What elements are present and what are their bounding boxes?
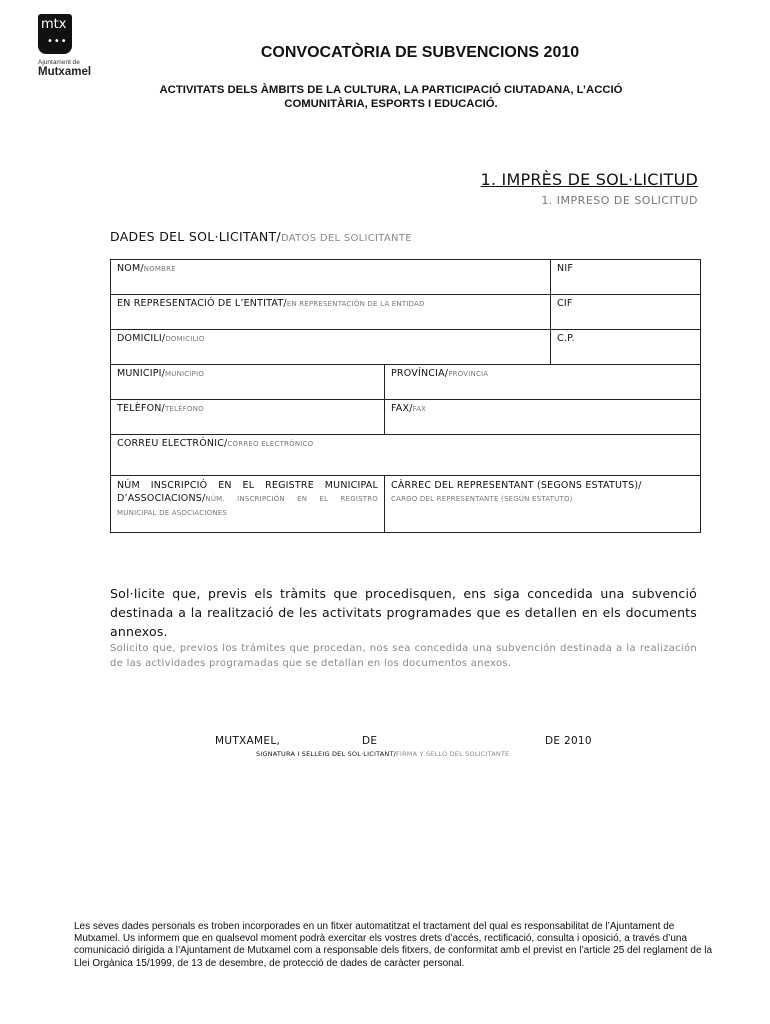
logo-name: Mutxamel <box>38 66 92 78</box>
field-correu[interactable] <box>111 435 701 476</box>
logo-small-text: Ajuntament de <box>38 59 80 66</box>
applicant-form-table <box>110 259 701 533</box>
applicant-heading-ca: DADES DEL SOL·LICITANT/ <box>110 229 281 244</box>
field-municipi-label-es: MUNICIPIO <box>165 370 205 378</box>
field-municipi[interactable] <box>111 365 385 400</box>
field-correu-label: CORREU ELECTRÒNIC/ <box>117 438 228 449</box>
field-municipi-label: MUNICIPI/ <box>117 368 166 379</box>
field-nom-label: NOM/ <box>117 263 144 274</box>
section-title: 1. IMPRÈS DE SOL·LICITUD <box>480 170 698 189</box>
field-cif-label: CIF <box>557 298 573 309</box>
document-title: CONVOCATÒRIA DE SUBVENCIONS 2010 <box>260 44 580 61</box>
field-representacio-label: EN REPRESENTACIÓ DE L’ENTITAT/ <box>117 298 287 309</box>
signature-de: DE <box>362 735 378 747</box>
field-nom[interactable] <box>111 260 551 295</box>
applicant-heading <box>110 229 412 244</box>
request-text-ca: Sol·licite que, previs els tràmits que procedisquen, ens siga concedida una subvenció destinada a la realització de les activitats programades que es detallen en els documents annexos. <box>110 586 697 639</box>
field-cp-label: C.P. <box>557 333 575 344</box>
signature-caption-es: FIRMA Y SELLO DEL SOLICITANTE <box>396 750 510 758</box>
field-provincia-label: PROVÍNCIA/ <box>391 368 449 379</box>
document-subtitle <box>106 84 676 111</box>
subtitle-line-1: ACTIVITATS DELS ÀMBITS DE LA CULTURA, LA PARTICIPACIÓ CIUTADANA, L’ACCIÓ <box>159 84 623 96</box>
logo-dots: ••• <box>47 36 68 47</box>
field-inscripcio-label-es: NÚM. INSCRIPCIÓN EN EL REGISTRO MUNICIPAL DE ASOCIACIONES <box>117 495 378 517</box>
logo-badge-text: mtx <box>41 17 67 32</box>
field-domicili[interactable] <box>111 330 551 365</box>
section-title-es: 1. IMPRESO DE SOLICITUD <box>541 194 698 207</box>
field-nom-label-es: NOMBRE <box>143 265 176 273</box>
field-inscripcio-label: NÚM INSCRIPCIÓ EN EL REGISTRE MUNICIPAL D’ASSOCIACIONS/ <box>117 480 378 504</box>
field-provincia-label-es: PROVINCIA <box>448 370 489 378</box>
field-fax[interactable] <box>385 400 701 435</box>
field-carrec-label: CÀRREC DEL REPRESENTANT (SEGONS ESTATUTS)/ <box>391 480 642 491</box>
signature-place: MUTXAMEL, <box>215 735 281 747</box>
field-cif[interactable] <box>551 295 701 330</box>
signature-caption <box>256 750 509 758</box>
field-domicili-label: DOMICILI/ <box>117 333 166 344</box>
field-fax-label: FAX/ <box>391 403 413 414</box>
field-inscripcio[interactable] <box>111 476 385 533</box>
field-domicili-label-es: DOMICILIO <box>165 335 205 343</box>
field-correu-label-es: CORREO ELECTRÓNICO <box>227 440 314 448</box>
subtitle-line-2: COMUNITÀRIA, ESPORTS I EDUCACIÓ. <box>284 97 498 110</box>
field-nif-label: NIF <box>557 263 573 274</box>
field-carrec[interactable] <box>385 476 701 533</box>
field-cp[interactable] <box>551 330 701 365</box>
privacy-footer: Les seves dades personals es troben incorporades en un fitxer automatitzat el tractament del qual es responsabilitat de l’Ajuntament de Mutxamel. Us informem que en qualsevol moment podrà exercitar els vostres drets d’accés, rectificació, consulta i oposició, a través d’una comunicació dirigida a l’Ajuntament de Mutxamel com a responsable dels fitxers, de conformitat amb el previst en l’article 25 del reglament de la Llei Orgànica 15/1999, de 13 de desembre, de protecció de dades de caràcter personal. <box>74 921 713 969</box>
field-telefon-label: TELÈFON/ <box>117 403 165 414</box>
field-telefon-label-es: TELÉFONO <box>164 405 204 413</box>
request-text-es: Solicito que, previos los trámites que procedan, nos sea concedida una subvención destinada a la realización de las actividades programadas que se detallan en los documentos anexos. <box>110 643 697 669</box>
field-representacio[interactable] <box>111 295 551 330</box>
field-fax-label-es: FAX <box>412 405 427 413</box>
field-representacio-label-es: EN REPRESENTACIÓN DE LA ENTIDAD <box>286 300 425 308</box>
signature-caption-ca: SIGNATURA I SELLEIG DEL SOL·LICITANT/ <box>256 750 397 758</box>
field-carrec-label-es: CARGO DEL REPRESENTANTE (SEGÚN ESTATUTO) <box>391 495 573 503</box>
applicant-heading-es: DATOS DEL SOLICITANTE <box>280 233 412 244</box>
field-telefon[interactable] <box>111 400 385 435</box>
field-provincia[interactable] <box>385 365 701 400</box>
signature-year: DE 2010 <box>545 735 592 747</box>
field-nif[interactable] <box>551 260 701 295</box>
mtx-badge-icon <box>38 14 72 54</box>
mutxamel-logo <box>38 14 102 78</box>
